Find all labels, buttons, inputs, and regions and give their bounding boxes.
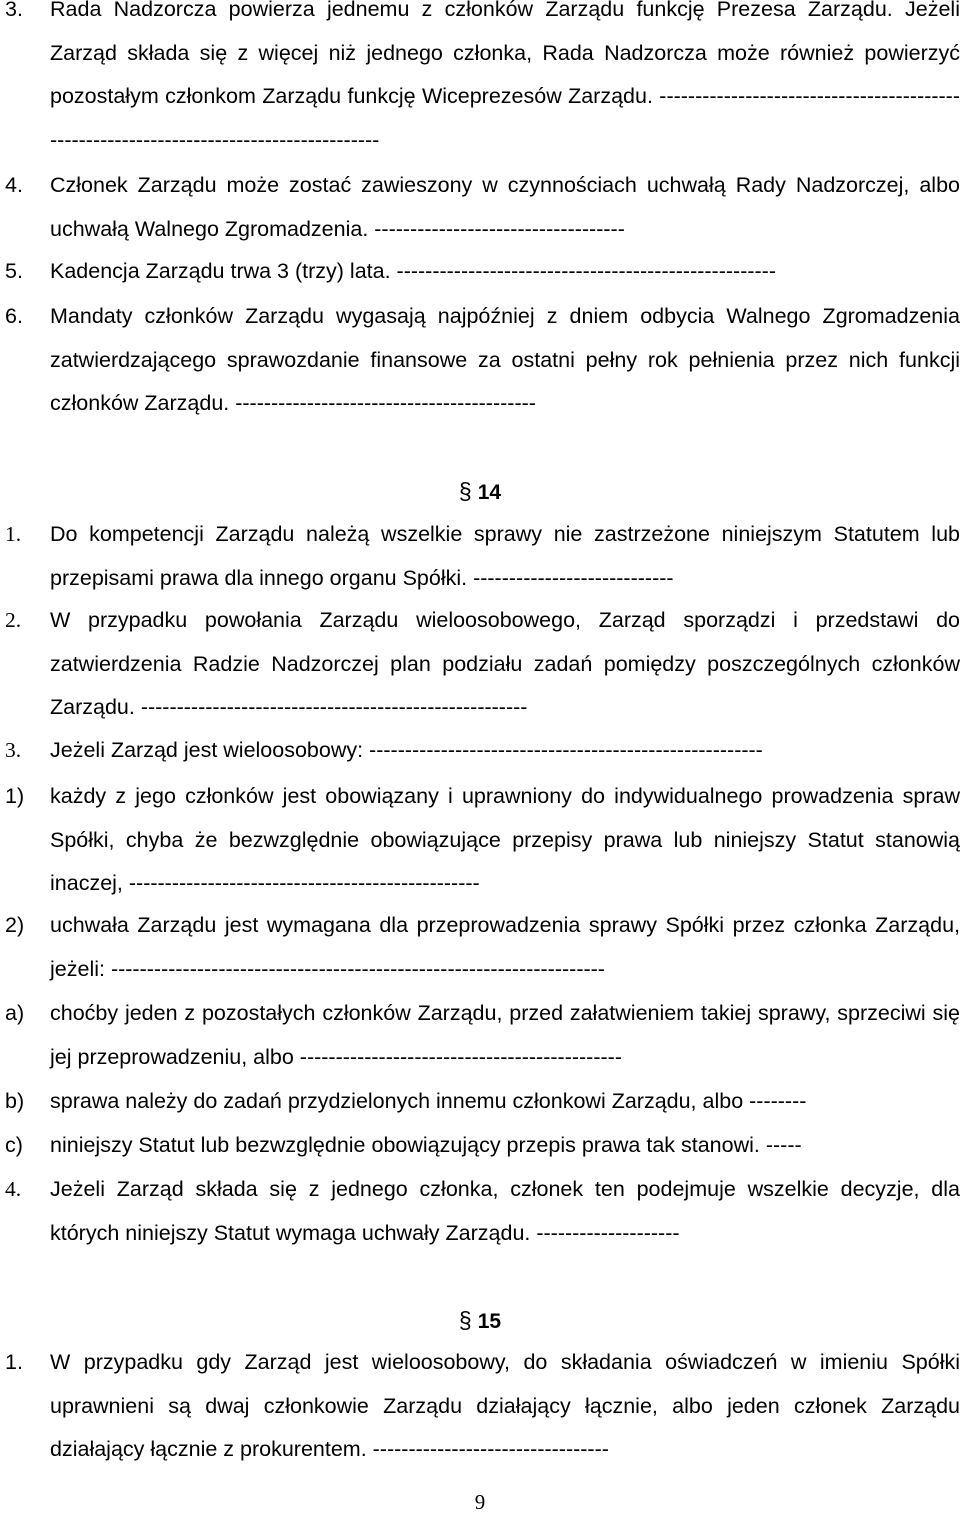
item-number: 2. — [5, 608, 22, 632]
page-number: 9 — [474, 1490, 486, 1514]
item-text: W przypadku powołania Zarządu wieloosobowego, Zarząd sporządzi i przedstawi do zatwierdzenia Radzie Nadzorczej plan podziału zadań pomiędzy poszczególnych członków Zarządu. ------------------------------------------------------ — [50, 608, 960, 719]
item-number: b) — [5, 1089, 25, 1113]
list-item — [0, 1124, 960, 1168]
list-item — [0, 729, 960, 773]
list-item — [0, 1341, 960, 1472]
item-text: sprawa należy do zadań przydzielonych innemu członkowi Zarządu, albo -------- — [50, 1089, 807, 1113]
item-number: 1. — [5, 1350, 23, 1374]
item-text: Jeżeli Zarząd jest wieloosobowy: ------------------------------------------------------- — [50, 738, 763, 762]
section-heading-15 — [0, 1307, 960, 1334]
list-item — [0, 599, 960, 730]
section-number: 14 — [477, 481, 502, 504]
item-text: niniejszy Statut lub bezwzględnie obowiązujący przepis prawa tak stanowi. ----- — [50, 1133, 802, 1157]
list-item — [0, 904, 960, 991]
item-number: 3. — [5, 0, 23, 21]
item-text: każdy z jego członków jest obowiązany i uprawniony do indywidualnego prowadzenia spraw Spółki, chyba że bezwzględnie obowiązujące przepisy prawa lub niniejszy Statut stanowią inaczej, ------------------------------------------------- — [50, 784, 960, 895]
list-item — [0, 775, 960, 906]
item-text: Do kompetencji Zarządu należą wszelkie sprawy nie zastrzeżone niniejszym Statutem lub przepisami prawa dla innego organu Spółki. ---------------------------- — [50, 522, 960, 590]
item-text: Kadencja Zarządu trwa 3 (trzy) lata. ----------------------------------------------------- — [50, 259, 776, 283]
item-number: 1. — [5, 522, 22, 546]
list-item — [0, 513, 960, 600]
section-symbol: § — [458, 1307, 472, 1333]
section-heading-14 — [0, 478, 960, 505]
item-number: 3. — [5, 738, 22, 762]
list-item — [0, 295, 960, 426]
list-item — [0, 0, 960, 162]
item-number: 2) — [5, 913, 25, 937]
item-number: 4. — [5, 1177, 22, 1201]
list-item — [0, 164, 960, 251]
item-number: 6. — [5, 304, 23, 328]
item-text: uchwała Zarządu jest wymagana dla przeprowadzenia sprawy Spółki przez członka Zarządu, jeżeli: --------------------------------------------------------------------- — [50, 913, 960, 981]
list-item — [0, 1168, 960, 1255]
item-text: Rada Nadzorcza powierza jednemu z członków Zarządu funkcję Prezesa Zarządu. Jeżeli Zarząd składa się z więcej niż jednego członka, Rada Nadzorcza może również powierzyć pozostałym członkom Zarządu funkcję Wiceprezesów Zarządu. ---------------------------------------------------------------------------------------- — [50, 0, 960, 152]
item-number: 4. — [5, 173, 23, 197]
item-number: 1) — [5, 784, 25, 808]
item-text: Jeżeli Zarząd składa się z jednego członka, członek ten podejmuje wszelkie decyzje, dla których niniejszy Statut wymaga uchwały Zarządu. -------------------- — [50, 1177, 960, 1245]
list-item — [0, 250, 960, 294]
item-text: Członek Zarządu może zostać zawieszony w czynnościach uchwałą Rady Nadzorczej, albo uchwałą Walnego Zgromadzenia. ----------------------------------- — [50, 173, 960, 241]
item-number: a) — [5, 1001, 25, 1025]
item-text: Mandaty członków Zarządu wygasają najpóźniej z dniem odbycia Walnego Zgromadzenia zatwierdzającego sprawozdanie finansowe za ostatni pełny rok pełnienia przez nich funkcji członków Zarządu. ------------------------------------------ — [50, 304, 960, 415]
section-symbol: § — [458, 478, 472, 504]
item-number: c) — [5, 1133, 23, 1157]
list-item — [0, 1080, 960, 1124]
item-text: choćby jeden z pozostałych członków Zarządu, przed załatwieniem takiej sprawy, sprzeciwi się jej przeprowadzeniu, albo --------------------------------------------- — [50, 1001, 960, 1069]
item-number: 5. — [5, 259, 23, 283]
section-number: 15 — [477, 1310, 502, 1333]
list-item — [0, 992, 960, 1079]
item-text: W przypadku gdy Zarząd jest wieloosobowy, do składania oświadczeń w imieniu Spółki uprawnieni są dwaj członkowie Zarządu działający łącznie, albo jeden członek Zarządu działający łącznie z prokurentem. --------------------------------- — [50, 1350, 960, 1461]
